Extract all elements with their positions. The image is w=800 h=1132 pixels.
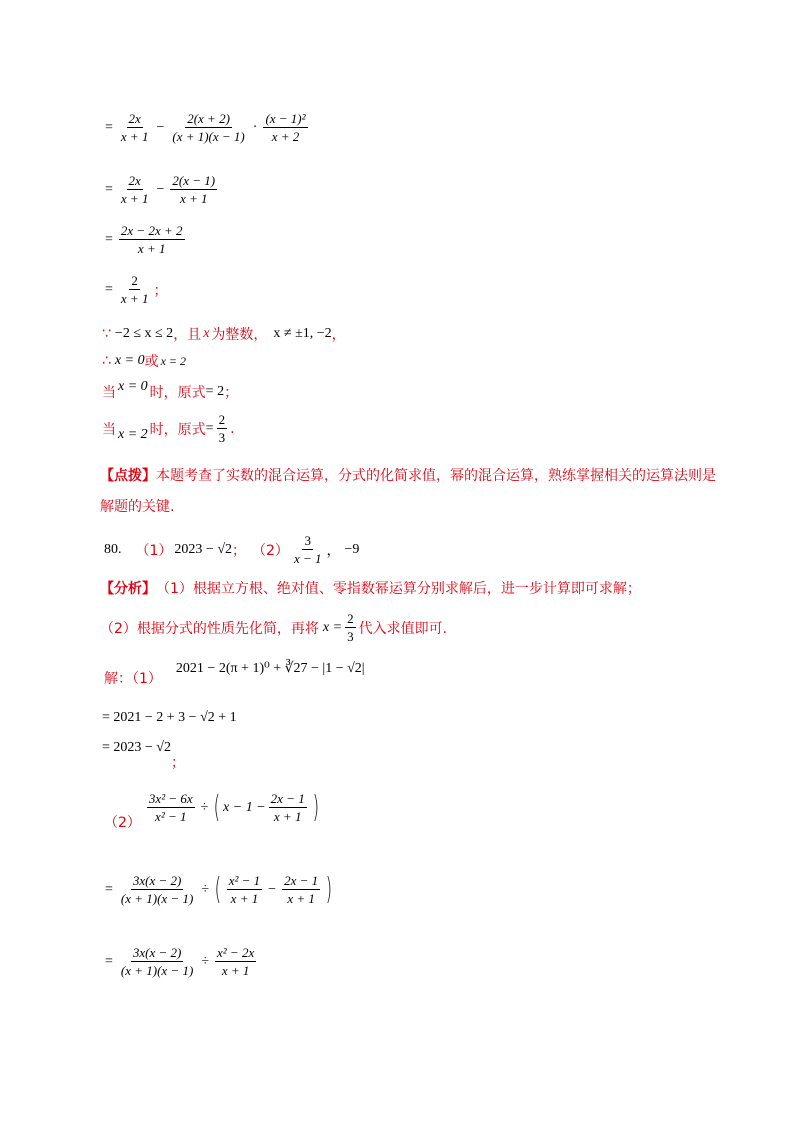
solution-label: 解：（1）	[104, 671, 162, 687]
left-paren: (	[214, 871, 222, 907]
divide-sign: ÷	[200, 799, 209, 815]
analysis-line1	[100, 578, 641, 598]
right-paren: )	[325, 871, 333, 907]
comma: ，	[331, 327, 346, 343]
text: ，且	[173, 327, 202, 343]
value: x = 0	[114, 353, 145, 368]
period: .	[230, 420, 235, 437]
right-paren: )	[312, 789, 319, 825]
fraction: $\frac{2}{3}$	[347, 611, 354, 644]
expression: 2021 − 2(π + 1)⁰ + ∛27 − |1 − √2|	[175, 660, 365, 676]
tip-text: 本题考查了实数的混合运算，分式的化简求值，幂的混合运算，熟练掌握相关的运算法则是	[156, 468, 716, 484]
condition: x ≠ ±1, −2	[273, 326, 332, 341]
condition: x = 0	[118, 379, 148, 394]
therefore-symbol: ∴	[102, 353, 111, 369]
text: 当	[102, 385, 116, 401]
fraction: $\frac{2x - 1}{x + 1}$	[284, 873, 319, 906]
therefore-line	[102, 351, 186, 371]
analysis-line2	[100, 610, 447, 645]
fraction: $\frac{2(x - 1)}{x + 1}$	[172, 173, 216, 206]
condition: x = 2	[118, 426, 148, 442]
step1-line	[102, 110, 311, 145]
tip-text: 解题的关键.	[100, 499, 175, 515]
solution1-line	[104, 658, 365, 687]
part-label: （2）	[252, 542, 289, 559]
answer: −9	[344, 541, 360, 557]
text: 时，原式	[149, 421, 206, 438]
equals-sign: =	[105, 281, 113, 297]
equals-sign: =	[105, 231, 113, 247]
result: = 2	[205, 384, 225, 399]
expression: = 2023 − √2	[102, 740, 171, 755]
fraction: $\frac{2x}{x + 1}$	[120, 173, 149, 206]
variable: x =	[322, 619, 343, 635]
equals-sign: =	[105, 181, 113, 197]
solution2-step2	[102, 944, 259, 979]
case1-line	[102, 379, 239, 402]
answer: 2023 − √2	[174, 541, 233, 557]
solution2-step1	[102, 872, 335, 907]
fraction: $\frac{2x - 2x + 2}{x + 1}$	[120, 223, 183, 256]
solution2-line	[104, 789, 321, 831]
fraction: $\frac{\text{(x − 1)²}}{x + 2}$	[265, 111, 306, 144]
expression: x − 1 −	[223, 799, 266, 815]
semicolon: ；	[232, 542, 247, 559]
semicolon: ；	[170, 755, 185, 771]
step4-line	[102, 272, 167, 307]
left-paren: (	[213, 789, 221, 825]
solution1-step2	[102, 738, 185, 771]
fraction: $\frac{\text{3x² − 6x}}{\text{x² − 1}}$	[148, 791, 193, 824]
analysis-text: 代入求值即可.	[358, 620, 448, 637]
equals-sign: =	[105, 881, 113, 897]
text: 时，原式	[149, 385, 206, 401]
semicolon: ；	[153, 282, 168, 299]
semicolon: ；	[224, 385, 239, 401]
comma: ，	[326, 542, 341, 559]
dot-operator: ·	[252, 119, 258, 135]
question-number: 80.	[104, 541, 122, 557]
fraction: $\frac{3x(x - 2)}{(x + 1)(x - 1)}$	[120, 873, 194, 906]
text: 或	[144, 354, 159, 370]
inequality: −2 ≤ x ≤ 2	[114, 326, 174, 341]
tip-line2	[100, 496, 174, 516]
because-symbol: ∵	[102, 326, 111, 342]
solution1-step1	[102, 710, 237, 726]
minus-sign: −	[268, 881, 277, 897]
equals-sign: =	[205, 420, 214, 436]
divide-sign: ÷	[201, 881, 209, 897]
variable: x	[203, 326, 210, 341]
step2-line	[102, 172, 220, 207]
expression: = 2021 − 2 + 3 − √2 + 1	[102, 710, 237, 725]
fraction: $\frac{\text{x² − 2x}}{x + 1}$	[217, 945, 255, 978]
minus-sign: −	[156, 181, 165, 197]
fraction: $\frac{2(x + 2)}{(x + 1)(x - 1)}$	[172, 111, 245, 144]
analysis-text: （2）根据分式的性质先化简，再将	[100, 620, 319, 637]
equals-sign: =	[105, 119, 113, 135]
text: 为整数，	[211, 327, 268, 343]
case2-line	[102, 411, 235, 446]
step3-line	[102, 222, 188, 257]
q80-answer-line	[104, 532, 359, 567]
tip-label: 【点拨】	[100, 468, 156, 484]
fraction: $\frac{3x(x - 2)}{(x + 1)(x - 1)}$	[120, 945, 194, 978]
divide-sign: ÷	[201, 953, 209, 969]
fraction: $\frac{2}{3}$	[218, 412, 226, 445]
minus-sign: −	[156, 119, 165, 135]
analysis-label: 【分析】	[100, 581, 156, 597]
text: 当	[102, 421, 116, 438]
part-label: （2）	[104, 814, 141, 831]
fraction: $\frac{2x - 1}{x + 1}$	[270, 791, 305, 824]
tip-line1	[100, 465, 716, 485]
value: x = 2	[160, 353, 187, 368]
fraction: $\frac{2x}{x + 1}$	[120, 111, 149, 144]
part-label: （1）	[135, 542, 173, 559]
analysis-text: （1）根据立方根、绝对值、零指数幂运算分别求解后，进一步计算即可求解；	[156, 581, 641, 597]
fraction: $\frac{2}{x + 1}$	[120, 273, 149, 306]
because-line	[102, 324, 346, 344]
equals-sign: =	[105, 953, 113, 969]
fraction: $\frac{\text{x² − 1}}{x + 1}$	[228, 873, 261, 906]
fraction: $\frac{3}{x - 1}$	[293, 533, 322, 566]
